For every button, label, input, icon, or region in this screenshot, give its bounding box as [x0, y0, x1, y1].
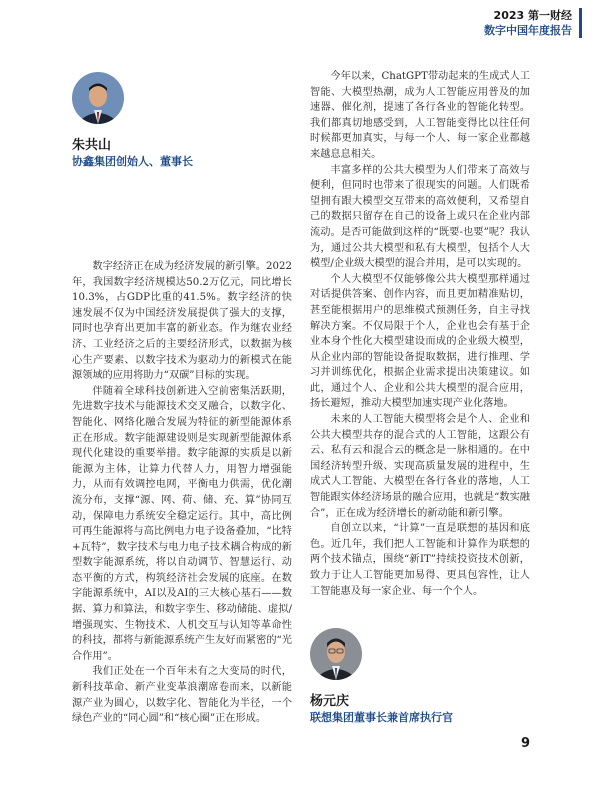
author2-title: 联想集团董事长兼首席执行官	[310, 711, 453, 724]
header-year-title: 2023 第一财经	[493, 9, 572, 22]
right-paragraph-5: 自创立以来，“计算”一直是联想的基因和底色。近几年，我们把人工智能和计算作为联想的两个技术锚点，围绕“新IT”持续投资技术创新，致力于让人工智能更加易得、更具包容性，让人工智能惠及每一家企业、每一个个人。	[310, 523, 530, 597]
author1-name: 朱共山	[72, 138, 112, 153]
right-paragraph-3: 个人大模型不仅能够像公共大模型那样通过对话提供答案、创作内容，而且更加精准贴切，甚至能根据用户的思维模式预测任务，自主寻找解决方案。不仅局限于个人，企业也会有基于企业本身个性化大模型建设而成的企业级大模型，从企业内部的智能设备提取数据，进行推理、学习并训练优化，根据企业需求提出决策建议。如此，通过个人、企业和公共大模型的混合应用，扬长避短，推动大模型加速实现产业化落地。	[310, 273, 530, 410]
header-report-title: 数字中国年度报告	[484, 24, 572, 37]
right-paragraph-2: 丰富多样的公共大模型为人们带来了高效与便利，但同时也带来了很现实的问题。人们既希望拥有跟大模型交互带来的高效便利，又希望自己的数据只留存在自己的设备上或只在企业内部流动。是否可能做到这样的“既要-也要”呢？我认为，通过公共大模型和私有大模型，包括个人大模型/企业级大模型的混合并用，是可以实现的。	[310, 164, 530, 270]
right-paragraph-4: 未来的人工智能大模型将会是个人、企业和公共大模型共存的混合式的人工智能，这跟公有云、私有云和混合云的概念是一脉相通的。在中国经济转型升级、实现高质量发展的进程中，生成式人工智能、大模型在各行各业的落地，人工智能跟实体经济场景的融合应用，也就是“数实融合”，正在成为经济增长的新动能和新引擎。	[310, 414, 530, 519]
right-column	[310, 69, 530, 599]
author2-portrait	[310, 628, 362, 680]
report-header	[484, 8, 572, 38]
left-paragraph-1: 数字经济正在成为经济发展的新引擎。2022年，我国数字经济规模达50.2万亿元，同比增长10.3%，占GDP比重的41.5%。数字经济的快速发展不仅为中国经济发展提供了强大的支撑，同时也孕育出更加丰富的新业态。作为继农业经济、工业经济之后的主要经济形式，以数据为核心生产要素、以数字技术为驱动力的新模式在能源领域的应用将助力“双碳”目标的实现。	[72, 261, 292, 382]
author1-title: 协鑫集团创始人、董事长	[72, 155, 193, 168]
author1-portrait	[72, 72, 124, 124]
header-accent-bar	[579, 8, 582, 38]
page-number: 9	[520, 736, 530, 751]
left-paragraph-2: 伴随着全球科技创新进入空前密集活跃期，先进数字技术与能源技术交叉融合，以数字化、智能化、网络化融合发展为特征的新型能源体系正在形成。数字能源建设则是实现新型能源体系现代化建设的重要举措。数字能源的实质是以新能源为主体，让算力代替人力，用智力增强能力，从而有效调控电网，平衡电力供需，优化潮流分布，支撑“源、网、荷、储、充、算”协同互动，保障电力系统安全稳定运行。其中，高比例可再生能源将与高比例电力电子设备叠加，“比特+瓦特”，数字技术与电力电子技术耦合构成的新型数字能源系统，将以自动调节、智慧运行、动态平衡的方式，构筑经济社会发展的底座。在数字能源系统中，AI以及AI的三大核心基石——数据、算力和算法，和数字孪生、移动储能、虚拟/增强现实、生物技术、人机交互与认知等革命性的科技，都将与新能源系统产生友好而紧密的“光合作用”。	[72, 385, 292, 662]
right-paragraph-1: 今年以来，ChatGPT带动起来的生成式人工智能、大模型热潮，成为人工智能应用普及的加速器、催化剂，提速了各行各业的智能化转型。我们都真切地感受到，人工智能变得比以往任何时候都更加真实，与每一个人、每一家企业都越来越息息相关。	[310, 71, 530, 160]
left-paragraph-3: 我们正处在一个百年未有之大变局的时代，新科技革命、新产业变革浪潮席卷而来，以新能源产业为圆心，以数字化、智能化为半径，一个绿色产业的“同心圆”和“核心圈”正在形成。	[72, 666, 292, 725]
left-column	[72, 259, 292, 727]
author2-name: 杨元庆	[310, 694, 350, 709]
